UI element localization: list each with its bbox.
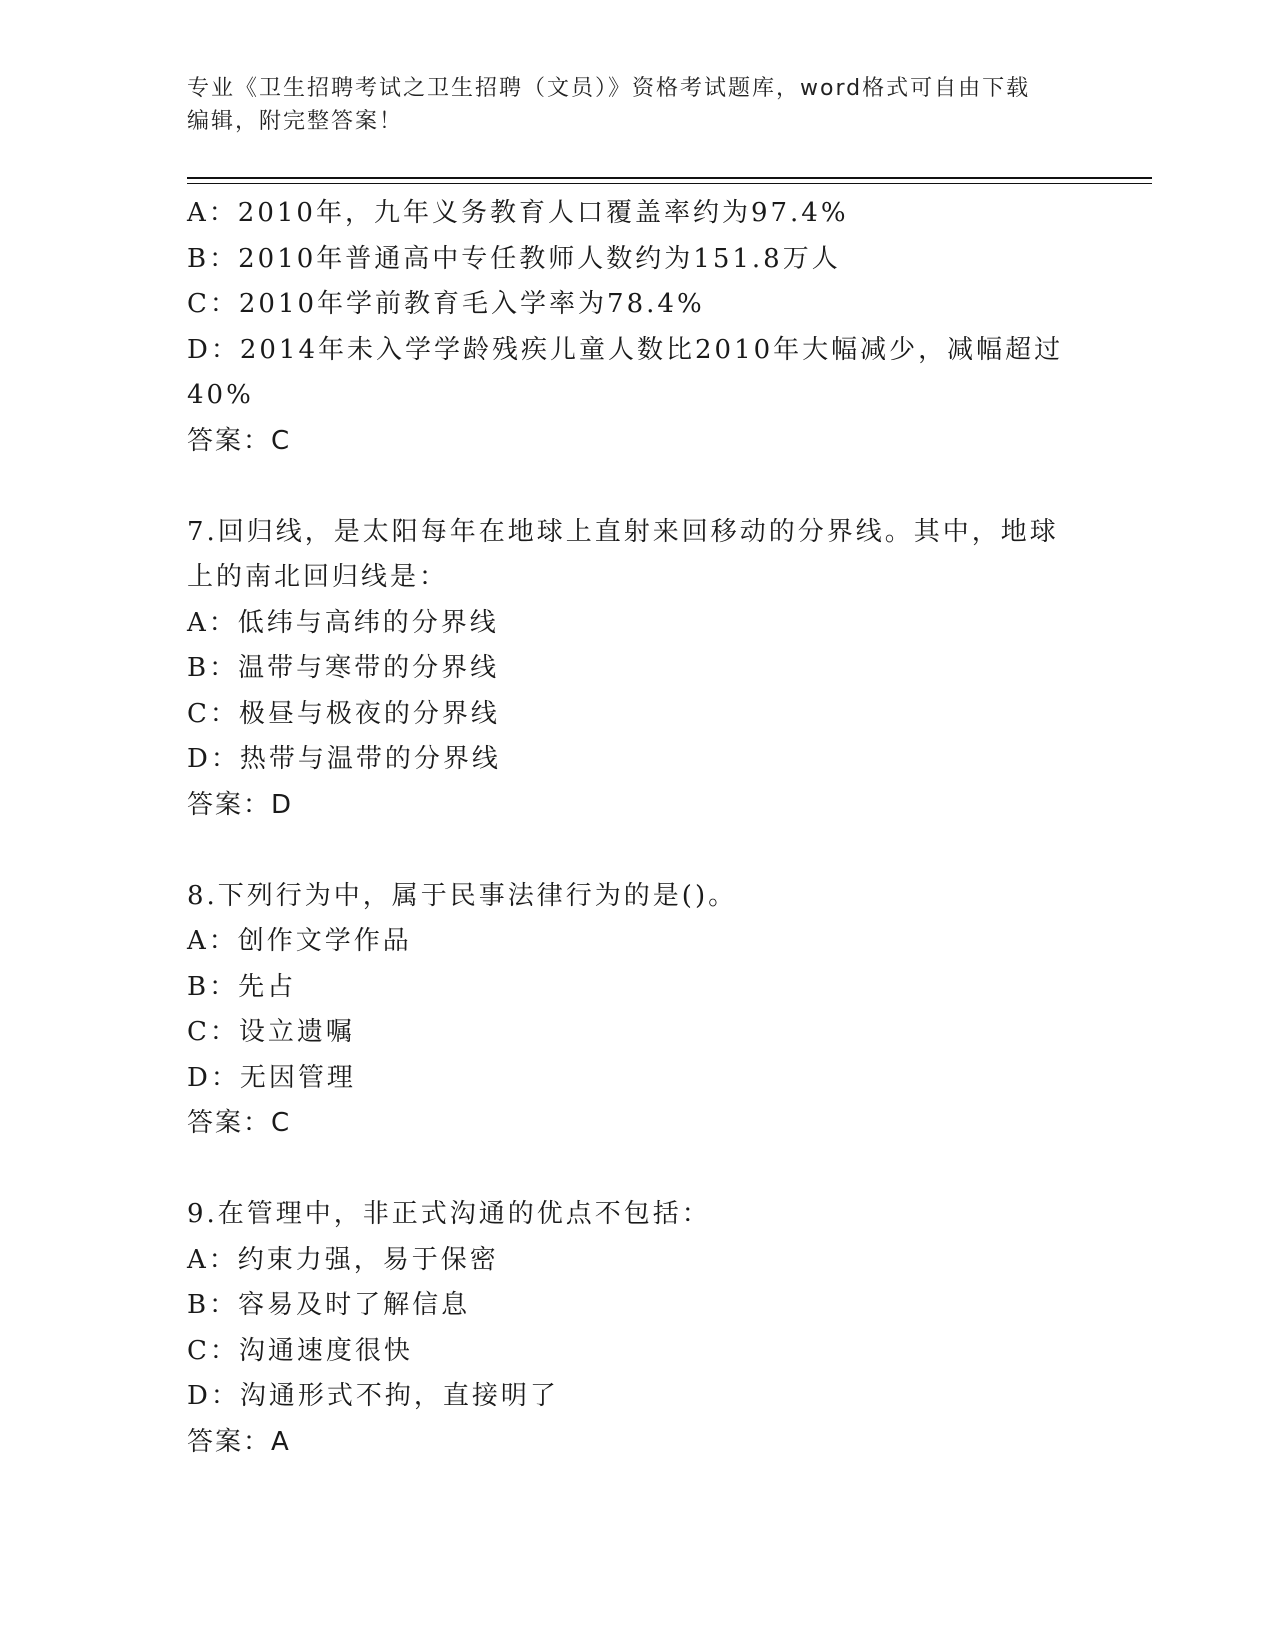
header-divider-thick: [187, 177, 1152, 179]
option-b: B：温带与寒带的分界线: [187, 653, 500, 683]
question-stem-line-1: 7.回归线，是太阳每年在地球上直射来回移动的分界线。其中，地球: [187, 516, 1059, 547]
question-7: [187, 510, 1087, 829]
option-a: A：2010年，九年义务教育人口覆盖率约为97.4%: [187, 198, 849, 228]
question-stem: 9.在管理中，非正式沟通的优点不包括：: [187, 1199, 711, 1229]
answer: 答案：C: [187, 425, 292, 456]
question-content: [187, 191, 1087, 1465]
header-line-1: 专业《卫生招聘考试之卫生招聘（文员）》资格考试题库，word格式可自由下载: [187, 76, 1031, 101]
option-c: C：设立遗嘱: [187, 1017, 355, 1047]
option-a: A：创作文学作品: [187, 926, 412, 956]
question-stem-line-2: 上的南北回归线是：: [187, 562, 449, 592]
spacer: [187, 828, 1087, 874]
option-c: C：2010年学前教育毛入学率为78.4%: [187, 289, 705, 319]
option-c: C：沟通速度很快: [187, 1335, 413, 1366]
answer: 答案：A: [187, 1426, 291, 1457]
spacer: [187, 464, 1087, 510]
question-8: [187, 874, 1087, 1147]
spacer: [187, 1147, 1087, 1193]
option-a: A：约束力强，易于保密: [187, 1244, 499, 1275]
document-header: [187, 72, 1087, 138]
option-b: B：容易及时了解信息: [187, 1290, 471, 1320]
option-b: B：2010年普通高中专任教师人数约为151.8万人: [187, 243, 841, 274]
answer: 答案：D: [187, 789, 294, 820]
answer: 答案：C: [187, 1108, 292, 1138]
option-a: A：低纬与高纬的分界线: [187, 607, 499, 638]
header-line-2: 编辑，附完整答案！: [187, 109, 404, 134]
header-divider-thin: [187, 183, 1152, 184]
question-stem: 8.下列行为中，属于民事法律行为的是()。: [187, 880, 738, 911]
option-d: D：热带与温带的分界线: [187, 744, 501, 774]
option-d-line-2: 40%: [187, 380, 254, 410]
question-9: [187, 1192, 1087, 1465]
question-6-options: [187, 191, 1087, 464]
option-d-line-1: D：2014年未入学学龄残疾儿童人数比2010年大幅减少，减幅超过: [187, 334, 1064, 365]
option-b: B：先占: [187, 971, 297, 1002]
option-c: C：极昼与极夜的分界线: [187, 698, 500, 729]
option-d: D：无因管理: [187, 1062, 356, 1093]
option-d: D：沟通形式不拘，直接明了: [187, 1381, 559, 1411]
